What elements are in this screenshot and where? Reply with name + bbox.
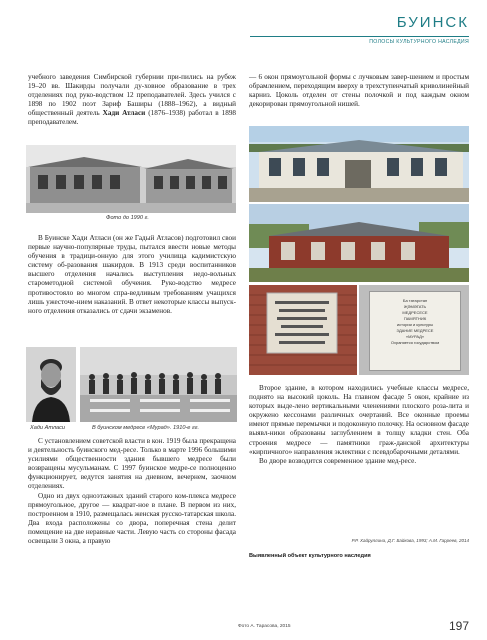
madrasah-group-photo [80,347,237,422]
plaque-line-3: МЕДРЕСЕСЕ [402,310,428,315]
heritage-status: Выявленный объект культурного наследия [249,553,371,559]
caption-portrait: Хади Атласи [30,425,66,431]
plaque [369,291,461,371]
photo-credit: Фото А. Тарасова, 2015 [238,624,291,629]
section-title: БУИНСК [396,14,469,31]
old-madrasah-photo [26,145,236,213]
section-subtitle: ПОЛОСЫ КУЛЬТУРНОГО НАСЛЕДИЯ [369,39,469,45]
right-p1-text: — 6 окон прямоугольной формы с лучковым завер-шением и простым обрамлением, переходящим вверху в трехступенчатый криволинейный карниз. Цоколь отделен от стены полочкой и под каждым окном декорирован прямоугольной нишей. [249,73,469,109]
header-divider [250,36,469,37]
p2-text: В Буинске Хади Атласи (он же Гадый Атласов) подготовил свои первые научно-популярные труды, пытался ввести новые методы обучения в традици-онную для этого училища кадимистскую систему об-разования шакирдов. В 1913 среди воспитанников высшего отделения начались выступления недо-вольных старометодной системой обучения. Руко-водство медресе противостояло во многом спра-ведливым требованиям учащихся лишь ужесточе-нием наказаний. В ответ некоторые классы выпуск-ного отделения отказались от сдачи экзаменов. [28,234,236,315]
bibliography-reference: Р.Р. Хайруллина, Д.Г. Байкова, 1993; А.М. Гарреев, 2014 [351,538,469,543]
hadi-atlasi-name: Хади Атласи [102,109,146,118]
left-paragraph-2 [28,234,236,316]
plaque-line-5: истории и культуры [396,322,434,327]
plaque-line-4: ПАМЯТНИК [403,316,427,321]
right-paragraph-2 [249,384,469,466]
photo-caption-old-building: Фото до 1990 г. [106,215,149,221]
caption-group-photo: В буинском медресе «Мурад». 1910-е гг. [92,425,200,431]
plaque-line-6: ЗДАНИЕ МЕДРЕСЕ [396,328,434,333]
right-p3-text: Во дворе возводится современное здание мед-ресе. [259,456,417,465]
page-number: 197 [448,619,469,633]
left-paragraph-3 [28,437,236,546]
memorial-plaque-photo [359,285,469,375]
p3-text: С установлением советской власти в кон. 1919 была прекращена и деятельность буинского мед-ресе. Только в марте 1996 большими усилиями общественности здания бывшего медресе были возвращены мусульманам. С 1997 буинское медре-се полноценно функционирует, ведутся занятия на дневном, вечернем, заочном отделениях. [28,437,236,491]
brick-wall-photo [249,285,357,375]
plaque-line-2: ҖӘМӘГАТЬ [403,304,427,309]
right-p2-text: Второе здание, в котором находились учебные классы медресе, поднято на высокий цоколь. На главном фасаде 5 окон, крайние из которых выде-лено вертикальными членениями плоского роза-лита и окружено кессонами различных очертаний. Все оконные проемы имеют прямые перемычки и подоконную полочку. На основном фасаде выявл-ники образованы заглублением в толщу кладки стен. Оба строения медресе — памятники граж-данской архитектуры «кирпичного» направления эклектики с псевдобарочными деталями. [249,384,469,456]
plaque-line-7: «МУРАД» [405,334,425,339]
plaque-line-1: Ба татарстан [402,298,428,303]
plaque-line-8: Охраняется государством [390,340,440,345]
hadi-atlasi-portrait [26,347,76,422]
right-paragraph-1 [249,73,469,109]
red-brick-building-photo [249,204,469,282]
p1-text: учебного заведения Симбирской губернии при-пились на рубеж 19–20 вв. Шакирды получали ду-ховное образование в трех отделениях под руко-водством 12 преподавателей. Здесь учился с 1898 по 1902 поэт Зариф Баширы (1888–1962), а видный общественный деятель [28,73,236,118]
left-paragraph-1 [28,73,236,128]
p4-text: Одно из двух одноэтажных зданий старого ком-плекса медресе прямоугольное, другое — квадрат-ное в плане. В первом из них, построенном в 1910, размещалась женская русско-татарская школа. Два входа расположены со двора, поперечная стена делит помещение на две неравные части. Левую часть со стороны фасада освещали 3 окна, а правую [28,491,236,546]
white-building-photo [249,126,469,202]
p1-end-text: (1876–1938) работал в 1898 преподавателем. [28,109,237,127]
